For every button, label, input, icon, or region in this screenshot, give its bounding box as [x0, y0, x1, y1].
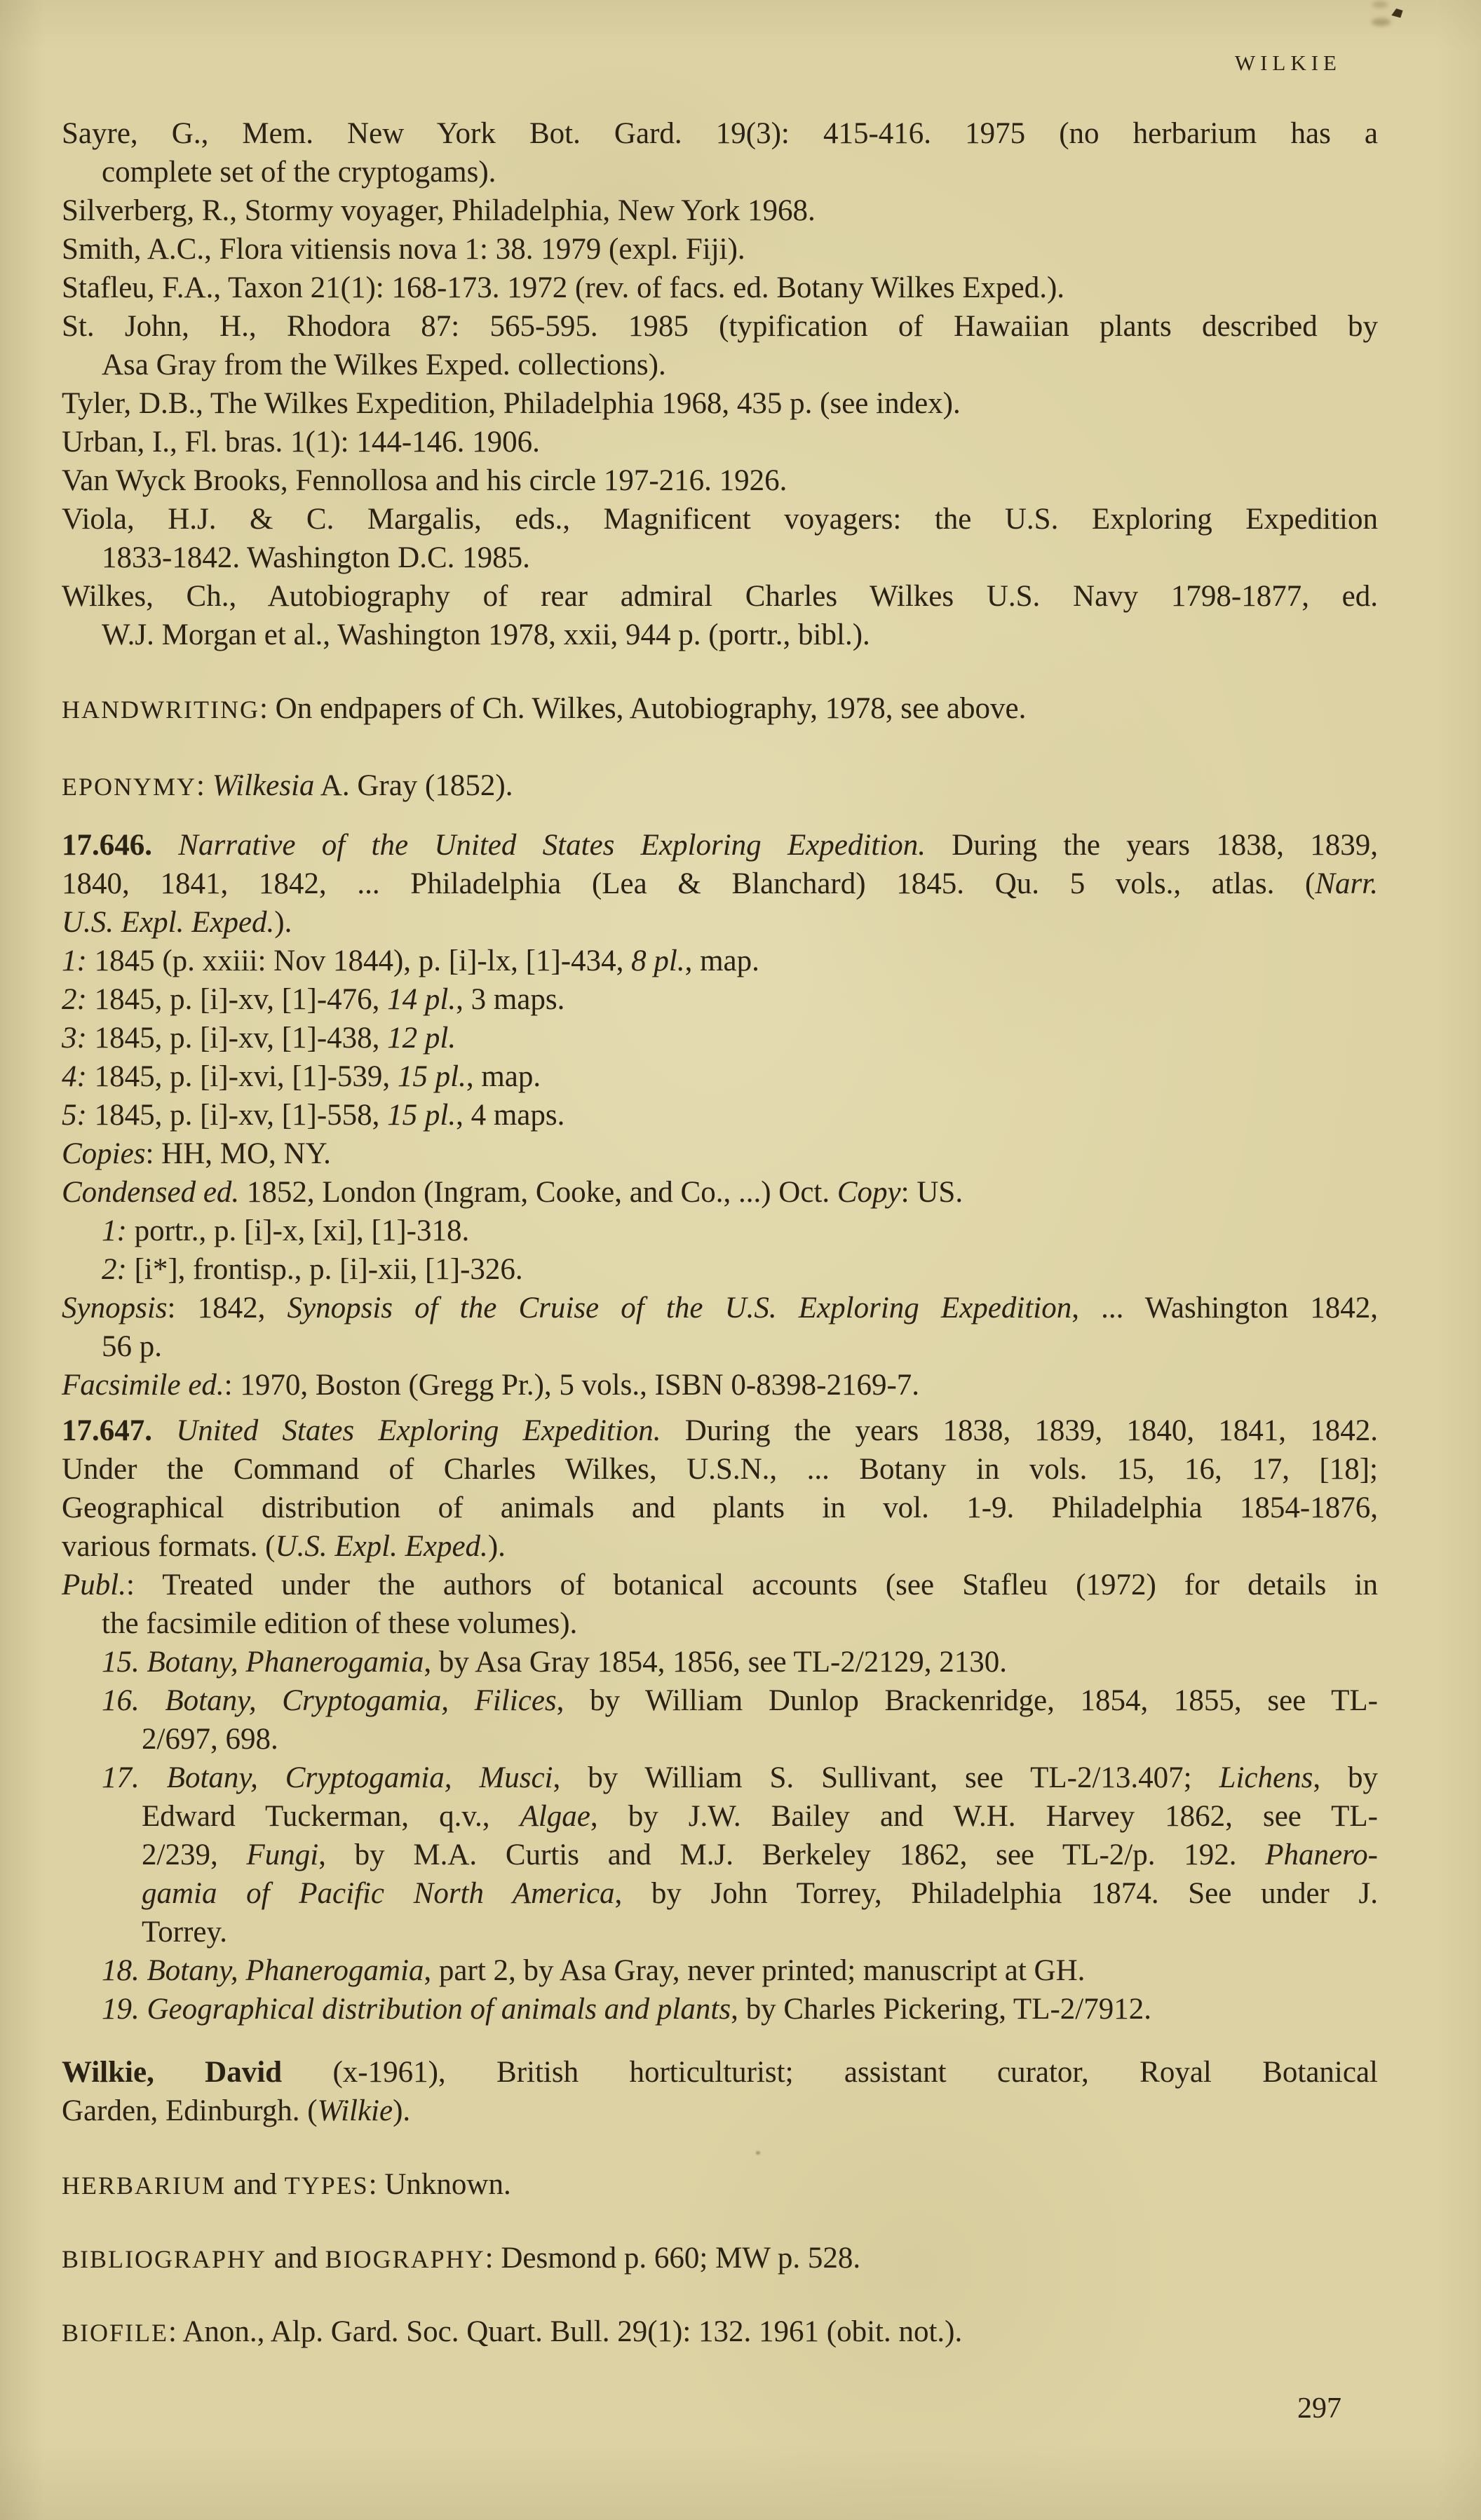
text-line — [62, 1874, 1378, 1913]
text-line — [62, 2165, 1378, 2204]
text-segment: St. John, H., Rhodora 87: 565-595. 1985 (typification of Hawaiian plants described by — [62, 310, 1378, 343]
text-line — [62, 1250, 1378, 1289]
text-segment: 2: — [102, 1253, 135, 1286]
text-line — [62, 2053, 1378, 2092]
text-line — [62, 1289, 1378, 1327]
text-line — [62, 1759, 1378, 1797]
small-caps-label: TYPES — [284, 2172, 369, 2200]
text-line — [62, 269, 1378, 307]
text-line — [62, 1797, 1378, 1836]
text-segment: complete set of the cryptogams). — [102, 156, 496, 189]
handwriting-note — [62, 689, 1378, 728]
entry-17646 — [62, 826, 1378, 1404]
text-segment: 8 pl. — [631, 944, 685, 977]
text-segment: Wilkes, Ch., Autobiography of rear admiral Charles Wilkes U.S. Navy 1798-1877, ed. — [62, 580, 1378, 613]
text-segment: Condensed ed. — [62, 1176, 240, 1209]
ink-speck-icon — [1391, 8, 1404, 19]
text-segment: Silverberg, R., Stormy voyager, Philadelphia, New York 1968. — [62, 194, 816, 227]
text-line — [62, 1643, 1378, 1681]
text-segment: Smith, A.C., Flora vitiensis nova 1: 38. 1979 (expl. Fiji). — [62, 233, 745, 266]
text-line — [62, 1990, 1378, 2028]
text-segment: Wilkie — [317, 2094, 393, 2127]
text-segment: and — [226, 2168, 285, 2201]
text-segment: Torrey. — [142, 1916, 227, 1949]
text-line — [62, 1681, 1378, 1720]
text-segment: , by William Dunlop Brackenridge, 1854, 1855, see TL- — [556, 1684, 1379, 1717]
text-segment: : 1842, — [167, 1292, 288, 1325]
text-segment: Sayre, G., Mem. New York Bot. Gard. 19(3): 415-416. 1975 (no herbarium has a — [62, 117, 1378, 150]
text-segment: Narrative of the United States Exploring Expedition. — [178, 829, 926, 862]
text-segment: , by J.W. Bailey and W.H. Harvey 1862, see TL- — [590, 1800, 1379, 1833]
paper-dot-icon — [756, 2151, 760, 2155]
text-segment: Urban, I., Fl. bras. 1(1): 144-146. 1906. — [62, 426, 540, 459]
text-segment: 2/697, 698. — [142, 1723, 278, 1756]
text-line — [62, 1450, 1378, 1489]
text-segment: (x-1961), British horticulturist; assistant curator, Royal Botanical — [282, 2056, 1378, 2089]
text-segment: , 3 maps. — [456, 983, 565, 1016]
text-segment: , by Charles Pickering, TL-2/7912. — [731, 1993, 1151, 2026]
small-caps-label: BIBLIOGRAPHY — [62, 2245, 267, 2273]
text-segment: 1845, p. [i]-xv, [1]-476, — [94, 983, 388, 1016]
text-segment: ). — [393, 2094, 411, 2127]
text-segment: : Desmond p. 660; MW p. 528. — [485, 2242, 861, 2275]
text-segment: Stafleu, F.A., Taxon 21(1): 168-173. 1972 (rev. of facs. ed. Botany Wilkes Exped.). — [62, 271, 1065, 304]
text-segment: 1852, London (Ingram, Cooke, and Co., ...) Oct. — [239, 1176, 837, 1209]
text-line — [62, 1411, 1378, 1450]
text-segment: 1845 (p. xxiii: Nov 1844), p. [i]-lx, [1]-434, — [94, 944, 632, 977]
text-segment: During the years 1838, 1839, — [925, 829, 1379, 862]
text-line — [62, 616, 1378, 654]
text-segment: , map. — [684, 944, 759, 977]
text-line — [62, 1327, 1378, 1366]
text-segment: the facsimile edition of these volumes). — [102, 1607, 578, 1640]
small-caps-label: BIOGRAPHY — [325, 2245, 485, 2273]
text-segment: Edward Tuckerman, q.v., — [142, 1800, 520, 1833]
text-segment: 19. Geographical distribution of animals and plants — [102, 1993, 731, 2026]
text-segment: Geographical distribution of animals and plants in vol. 1-9. Philadelphia 1854-1876, — [62, 1491, 1378, 1524]
text-segment: 1: — [102, 1214, 135, 1247]
text-segment: Tyler, D.B., The Wilkes Expedition, Philadelphia 1968, 435 p. (see index). — [62, 387, 961, 420]
text-line — [62, 1913, 1378, 1951]
entry-wilkie-david — [62, 2053, 1378, 2130]
text-line — [62, 191, 1378, 230]
text-line — [62, 230, 1378, 269]
text-segment: 5: — [62, 1099, 95, 1132]
text-line — [62, 577, 1378, 616]
small-caps-label: HERBARIUM — [62, 2172, 226, 2200]
text-line — [62, 1212, 1378, 1250]
text-segment: : Unknown. — [368, 2168, 511, 2201]
text-segment: Wilkesia — [212, 769, 315, 802]
text-segment: , by Asa Gray 1854, 1856, see TL-2/2129, 2130. — [424, 1646, 1008, 1679]
text-line — [62, 1366, 1378, 1404]
eponymy-note — [62, 766, 1378, 805]
text-segment: Asa Gray from the Wilkes Exped. collections). — [102, 348, 666, 381]
text-segment: 18. Botany, Phanerogamia — [102, 1954, 424, 1987]
text-segment: various formats. ( — [62, 1530, 276, 1563]
bibliography-note — [62, 2239, 1378, 2277]
text-line — [62, 1836, 1378, 1874]
text-segment: : Treated under the authors of botanical accounts (see Stafleu (1972) for details in — [126, 1569, 1378, 1601]
text-segment: 17.647. — [62, 1414, 177, 1447]
text-segment: A. Gray (1852). — [314, 769, 513, 802]
text-segment: ). — [274, 906, 292, 939]
text-segment: 1: — [62, 944, 95, 977]
herbarium-note — [62, 2165, 1378, 2204]
text-line — [62, 1019, 1378, 1057]
text-line — [62, 538, 1378, 577]
text-line — [62, 500, 1378, 538]
text-segment: : — [196, 769, 212, 802]
text-segment: U.S. Expl. Exped. — [275, 1530, 488, 1563]
text-segment: 15. Botany, Phanerogamia — [102, 1646, 424, 1679]
text-segment: , part 2, by Asa Gray, never printed; manuscript at GH. — [424, 1954, 1086, 1987]
text-segment: Garden, Edinburgh. ( — [62, 2094, 318, 2127]
text-segment: Algae — [520, 1800, 590, 1833]
text-line — [62, 307, 1378, 346]
page-number: 297 — [1297, 2392, 1341, 2425]
text-segment: U.S. Expl. Exped. — [62, 906, 275, 939]
text-segment: , by M.A. Curtis and M.J. Berkeley 1862, see TL-2/p. 192. — [318, 1838, 1266, 1871]
text-segment: Fungi — [246, 1838, 319, 1871]
biofile-note — [62, 2312, 1378, 2351]
text-segment: Publ. — [62, 1569, 126, 1601]
text-line — [62, 903, 1378, 942]
text-line — [62, 2092, 1378, 2130]
text-segment: , by John Torrey, Philadelphia 1874. See under J. — [614, 1877, 1378, 1910]
text-segment: , by — [1313, 1761, 1378, 1794]
text-segment: 17.646. — [62, 829, 179, 862]
text-segment: 2/239, — [142, 1838, 247, 1871]
paper-smudge-icon — [1372, 1, 1388, 8]
text-line — [62, 114, 1378, 153]
text-line — [62, 766, 1378, 805]
text-segment: 1845, p. [i]-xv, [1]-438, — [94, 1022, 388, 1055]
text-line — [62, 1604, 1378, 1643]
text-segment: Facsimile ed. — [62, 1369, 224, 1402]
text-segment: 1845, p. [i]-xv, [1]-558, — [94, 1099, 388, 1132]
text-segment: 16. Botany, Cryptogamia, Filices — [102, 1684, 557, 1717]
text-segment: 17. Botany, Cryptogamia, Musci — [102, 1761, 553, 1794]
text-segment: Under the Command of Charles Wilkes, U.S.N., ... Botany in vols. 15, 16, 17, [18]; — [62, 1453, 1378, 1486]
text-line — [62, 384, 1378, 423]
text-segment: Phanero- — [1265, 1838, 1378, 1871]
text-segment: 15 pl. — [397, 1060, 466, 1093]
text-segment: Synopsis — [62, 1292, 168, 1325]
text-segment: 1833-1842. Washington D.C. 1985. — [102, 541, 530, 574]
text-line — [62, 1489, 1378, 1527]
text-segment: : HH, MO, NY. — [145, 1137, 331, 1170]
text-line — [62, 461, 1378, 500]
text-segment: Viola, H.J. & C. Margalis, eds., Magnificent voyagers: the U.S. Exploring Expedition — [62, 503, 1378, 536]
text-line — [62, 1057, 1378, 1096]
text-segment: [i*], frontisp., p. [i]-xii, [1]-326. — [134, 1253, 523, 1286]
text-segment: During the years 1838, 1839, 1840, 1841, 1842. — [661, 1414, 1378, 1447]
small-caps-label: BIOFILE — [62, 2319, 168, 2347]
text-line — [62, 1527, 1378, 1566]
text-segment: 15 pl. — [387, 1099, 457, 1132]
text-segment: and — [266, 2242, 325, 2275]
reference-list — [62, 114, 1378, 654]
text-segment: , map. — [466, 1060, 541, 1093]
text-line — [62, 2312, 1378, 2351]
text-segment: ). — [487, 1530, 506, 1563]
text-line — [62, 942, 1378, 980]
text-line — [62, 153, 1378, 191]
paper-smudge-icon — [1372, 18, 1391, 26]
entry-17647 — [62, 1411, 1378, 2028]
page-content — [62, 114, 1378, 2351]
text-line — [62, 1173, 1378, 1212]
text-segment: 56 p. — [102, 1330, 162, 1363]
text-line — [62, 826, 1378, 865]
text-segment: 1840, 1841, 1842, ... Philadelphia (Lea & Blanchard) 1845. Qu. 5 vols., atlas. ( — [62, 867, 1316, 900]
text-line — [62, 1720, 1378, 1759]
text-segment: 3: — [62, 1022, 95, 1055]
text-segment: Lichens — [1219, 1761, 1313, 1794]
text-line — [62, 1951, 1378, 1990]
text-segment: : Anon., Alp. Gard. Soc. Quart. Bull. 29(1): 132. 1961 (obit. not.). — [168, 2315, 963, 2348]
text-segment: 1845, p. [i]-xvi, [1]-539, — [94, 1060, 398, 1093]
text-line — [62, 423, 1378, 461]
text-line — [62, 865, 1378, 903]
text-segment: : On endpapers of Ch. Wilkes, Autobiography, 1978, see above. — [259, 692, 1027, 725]
text-segment: Wilkie, David — [62, 2056, 283, 2089]
running-head: WILKIE — [1234, 50, 1341, 75]
small-caps-label: EPONYMY — [62, 773, 197, 801]
text-line — [62, 1134, 1378, 1173]
text-line — [62, 346, 1378, 384]
text-segment: 12 pl. — [387, 1022, 457, 1055]
text-segment: United States Exploring Expedition. — [176, 1414, 661, 1447]
small-caps-label: HANDWRITING — [62, 696, 259, 724]
text-segment: Van Wyck Brooks, Fennollosa and his circle 197-216. 1926. — [62, 464, 787, 497]
text-line — [62, 980, 1378, 1019]
text-segment: gamia of Pacific North America — [142, 1877, 615, 1910]
text-segment: W.J. Morgan et al., Washington 1978, xxii, 944 p. (portr., bibl.). — [102, 618, 870, 651]
text-segment: Copy — [837, 1176, 901, 1209]
text-line — [62, 1566, 1378, 1604]
text-segment: portr., p. [i]-x, [xi], [1]-318. — [134, 1214, 470, 1247]
text-segment: , ... Washington 1842, — [1071, 1292, 1379, 1325]
text-line — [62, 689, 1378, 728]
text-segment: , 4 maps. — [456, 1099, 565, 1132]
text-segment: Narr. — [1315, 867, 1378, 900]
text-line — [62, 2239, 1378, 2277]
text-segment: Copies — [62, 1137, 146, 1170]
text-segment: 2: — [62, 983, 95, 1016]
text-segment: : US. — [900, 1176, 963, 1209]
text-segment: , by William S. Sullivant, see TL-2/13.407; — [553, 1761, 1219, 1794]
text-line — [62, 1096, 1378, 1134]
text-segment: 4: — [62, 1060, 95, 1093]
text-segment: Synopsis of the Cruise of the U.S. Exploring Expedition — [287, 1292, 1072, 1325]
text-segment: : 1970, Boston (Gregg Pr.), 5 vols., ISBN 0-8398-2169-7. — [224, 1369, 920, 1402]
text-segment: 14 pl. — [387, 983, 457, 1016]
